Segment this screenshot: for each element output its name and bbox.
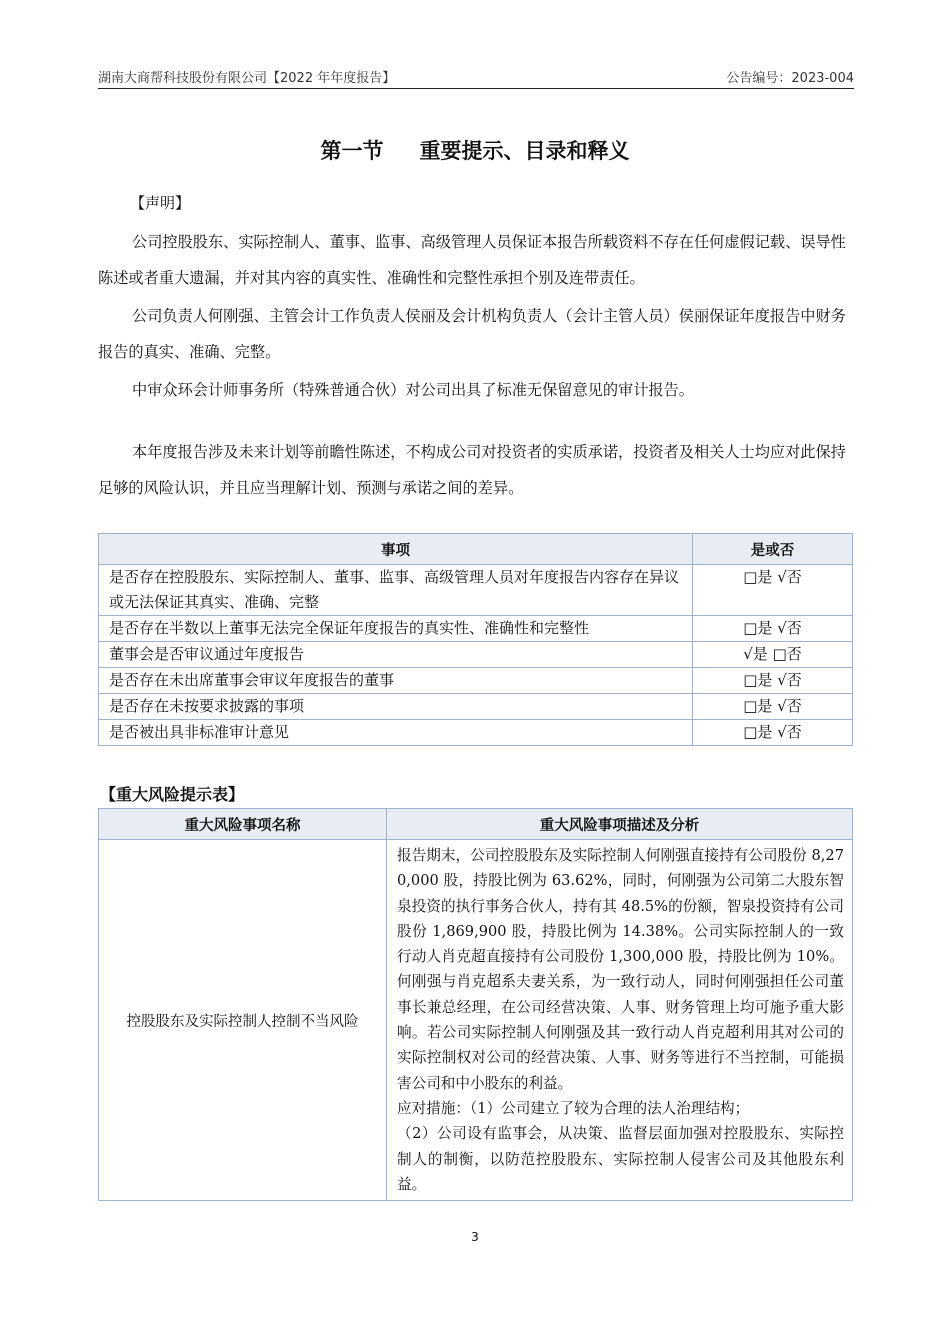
table-row — [99, 668, 853, 694]
matter-answer: □是 √否 — [693, 565, 853, 616]
table-row — [99, 694, 853, 720]
statement-paragraph-1: 公司控股股东、实际控制人、董事、监事、高级管理人员保证本报告所载资料不存在任何虚假记载、误导性陈述或者重大遗漏，并对其内容的真实性、准确性和完整性承担个别及连带责任。 — [98, 233, 846, 287]
statement-tag: 【声明】 — [130, 194, 191, 212]
section-number: 第一节 — [320, 139, 384, 163]
page-number: 3 — [471, 1230, 479, 1244]
header-notice-number: 公告编号：2023-004 — [726, 71, 854, 86]
matter-answer: □是 √否 — [693, 694, 853, 720]
matter-answer: □是 √否 — [693, 616, 853, 642]
matter-answer: □是 √否 — [693, 668, 853, 694]
matter-item: 是否存在未出席董事会审议年度报告的董事 — [99, 668, 693, 694]
statement-paragraph-2: 公司负责人何刚强、主管会计工作负责人侯丽及会计机构负责人（会计主管人员）侯丽保证年度报告中财务报告的真实、准确、完整。 — [98, 307, 846, 361]
risk-table-header — [99, 809, 853, 840]
risk-table — [98, 808, 853, 1201]
table-row — [99, 642, 853, 668]
matter-item: 董事会是否审议通过年度报告 — [99, 642, 693, 668]
section-name: 重要提示、目录和释义 — [419, 139, 630, 163]
header-item: 事项 — [99, 534, 693, 565]
table-row — [99, 565, 853, 616]
matter-item: 是否被出具非标准审计意见 — [99, 720, 693, 746]
matter-answer: □是 √否 — [693, 720, 853, 746]
matter-item: 是否存在半数以上董事无法完全保证年度报告的真实性、准确性和完整性 — [99, 616, 693, 642]
risk-description: 报告期末，公司控股股东及实际控制人何刚强直接持有公司股份 8,270,000 股，持股比例为 63.62%，同时，何刚强为公司第二大股东智泉投资的执行事务合伙人，持有其 48.5%的份额，智泉投资持有公司股份 1,869,900 股，持股比例为 14.38%。公司实际控制人的一致行动人肖克超直接持有公司股份 1,300,000 股，持股比例为 10%。何刚强与肖克超系夫妻关系，为一致行动人，同时何刚强担任公司董事长兼总经理，在公司经营决策、人事、财务管理上均可施予重大影响。若公司实际控制人何刚强及其一致行动人肖克超利用其对公司的实际控制权对公司的经营决策、人事、财务等进行不当控制，可能损害公司和中小股东的利益。 — [397, 847, 844, 1092]
matters-table — [98, 533, 853, 746]
matter-item: 是否存在未按要求披露的事项 — [99, 694, 693, 720]
table-row — [99, 720, 853, 746]
matters-table-header — [99, 534, 853, 565]
statement-paragraph-3: 中审众环会计师事务所（特殊普通合伙）对公司出具了标准无保留意见的审计报告。 — [132, 381, 694, 399]
header-risk-name: 重大风险事项名称 — [99, 809, 387, 840]
risk-measure-2: （2）公司设有监事会，从决策、监督层面加强对控股股东、实际控制人的制衡，以防范控股股东、实际控制人侵害公司及其他股东利益。 — [397, 1125, 844, 1193]
forward-looking-paragraph: 本年度报告涉及未来计划等前瞻性陈述，不构成公司对投资者的实质承诺，投资者及相关人士均应对此保持足够的风险认识，并且应当理解计划、预测与承诺之间的差异。 — [98, 443, 846, 497]
table-row — [99, 616, 853, 642]
table-row — [99, 840, 853, 1201]
page-header — [98, 66, 854, 89]
risk-table-heading: 【重大风险提示表】 — [100, 785, 245, 804]
section-title — [0, 135, 950, 165]
header-company: 湖南大商帮科技股份有限公司【2022 年年度报告】 — [98, 71, 396, 86]
risk-name: 控股股东及实际控制人控制不当风险 — [99, 840, 387, 1201]
matter-item: 是否存在控股股东、实际控制人、董事、监事、高级管理人员对年度报告内容存在异议或无法保证其真实、准确、完整 — [99, 565, 693, 616]
matter-answer: √是 □否 — [693, 642, 853, 668]
header-yes-no: 是或否 — [693, 534, 853, 565]
header-risk-description: 重大风险事项描述及分析 — [387, 809, 853, 840]
risk-description-cell — [387, 840, 853, 1201]
risk-measure-1: 应对措施：（1）公司建立了较为合理的法人治理结构； — [397, 1099, 750, 1117]
